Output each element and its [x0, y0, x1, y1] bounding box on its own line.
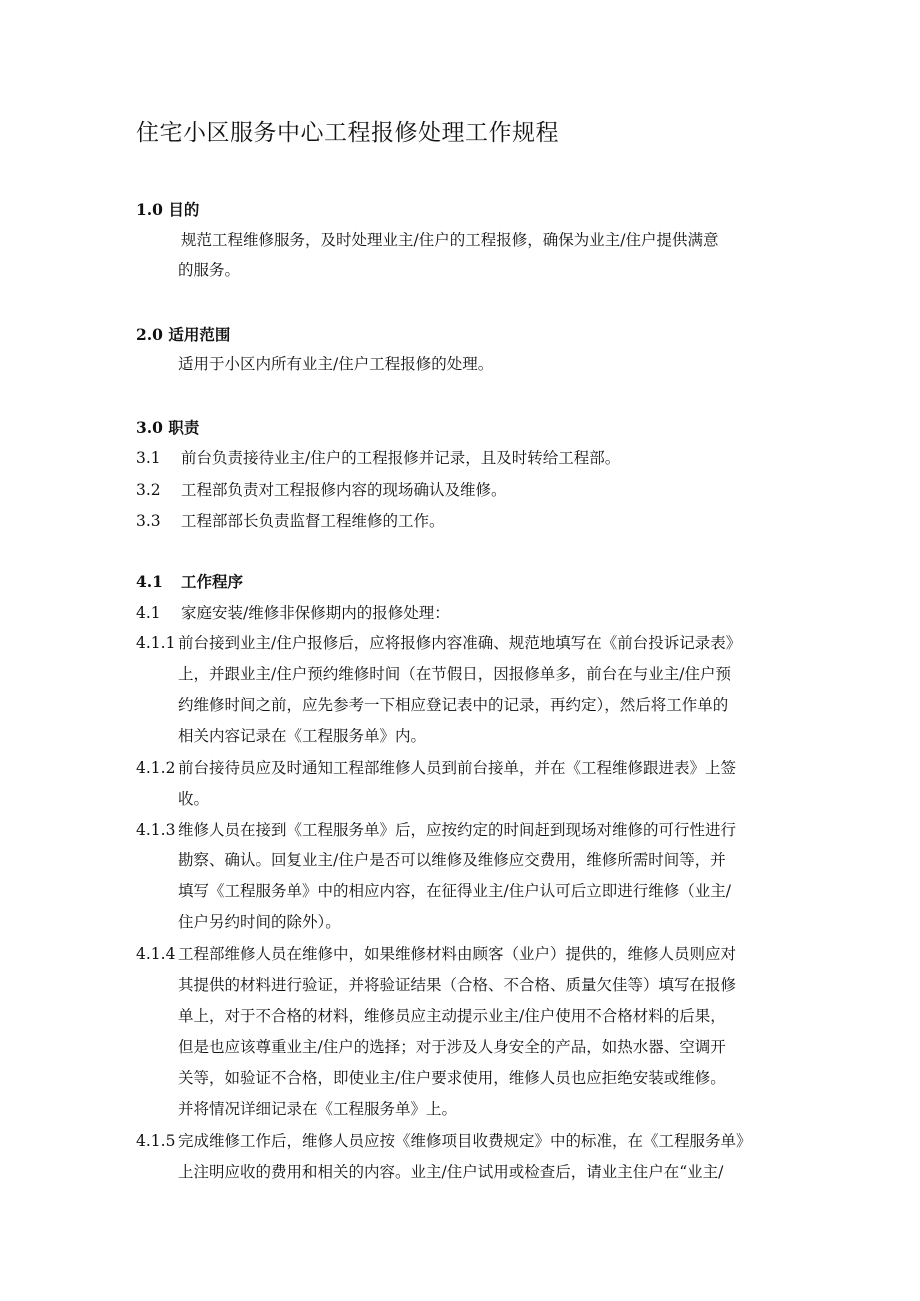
section-2-heading: 2.0 适用范围: [136, 325, 231, 344]
item-line: 完成维修工作后，维修人员应按《维修项目收费规定》中的标准，在《工程服务单》: [178, 1132, 752, 1150]
item-line: 但是也应该尊重业主/住户的选择；对于涉及人身安全的产品，如热水器、空调开: [178, 1038, 726, 1056]
section-2-line: 适用于小区内所有业主/住户工程报修的处理。: [178, 355, 494, 373]
section-4-heading-number: 4.1: [136, 572, 163, 591]
item-line: 勘察、确认。回复业主/住户是否可以维修及维修应交费用，维修所需时间等，并: [178, 851, 726, 869]
item-text: 工程部部长负责监督工程维修的工作。: [181, 512, 445, 530]
item-number: 3.2: [136, 481, 161, 499]
section-1-heading: 1.0 目的: [136, 200, 200, 219]
item-number: 3.3: [136, 512, 161, 530]
item-line: 上，并跟业主/住户预约维修时间（在节假日，因报修单多，前台在与业主/住户预: [178, 665, 731, 683]
item-line: 填写《工程服务单》中的相应内容，在征得业主/住户认可后立即进行维修（业主/: [178, 882, 731, 900]
item-line: 约维修时间之前，应先参考一下相应登记表中的记录，再约定），然后将工作单的: [178, 696, 729, 714]
item-line: 相关内容记录在《工程服务单》内。: [178, 727, 427, 745]
item-line: 维修人员在接到《工程服务单》后，应按约定的时间赶到现场对维修的可行性进行: [178, 821, 737, 839]
section-1-line: 规范工程维修服务，及时处理业主/住户的工程报修，确保为业主/住户提供满意: [181, 231, 719, 249]
item-line: 并将情况详细记录在《工程服务单》上。: [178, 1100, 458, 1118]
item-line: 上注明应收的费用和相关的内容。业主/住户试用或检查后，请业主住户在“业主/: [178, 1163, 724, 1181]
section-1-line: 的服务。: [178, 261, 241, 279]
item-line: 单上，对于不合格的材料，维修员应主动提示业主/住户使用不合格材料的后果，: [178, 1007, 726, 1025]
page-title: 住宅小区服务中心工程报修处理工作规程: [136, 120, 559, 146]
section-4-heading: 工作程序: [181, 572, 244, 591]
item-line: 工程部维修人员在维修中，如果维修材料由顾客（业户）提供的，维修人员则应对: [178, 945, 737, 963]
item-line: 前台接到业主/住户报修后，应将报修内容准确、规范地填写在《前台投诉记录表》: [178, 634, 742, 652]
item-number: 3.1: [136, 449, 161, 467]
item-line: 关等，如验证不合格，即使业主/住户要求使用，维修人员也应拒绝安装或维修。: [178, 1069, 726, 1087]
item-number: 4.1.3: [136, 821, 176, 839]
item-number: 4.1.2: [136, 759, 176, 777]
item-number: 4.1.1: [136, 634, 176, 652]
item-line: 其提供的材料进行验证，并将验证结果（合格、不合格、质量欠佳等）填写在报修: [178, 976, 737, 994]
item-text: 前台负责接待业主/住户的工程报修并记录，且及时转给工程部。: [181, 449, 621, 467]
item-line: 前台接待员应及时通知工程部维修人员到前台接单，并在《工程维修跟进表》上签: [178, 759, 737, 777]
item-text: 家庭安装/维修非保修期内的报修处理：: [181, 604, 450, 622]
section-3-heading: 3.0 职责: [136, 418, 200, 437]
item-number: 4.1.4: [136, 945, 176, 963]
item-line: 住户另约时间的除外）。: [178, 913, 341, 931]
item-number: 4.1: [136, 604, 161, 622]
item-text: 工程部负责对工程报修内容的现场确认及维修。: [181, 481, 507, 499]
item-line: 收。: [178, 790, 210, 808]
item-number: 4.1.5: [136, 1132, 176, 1150]
